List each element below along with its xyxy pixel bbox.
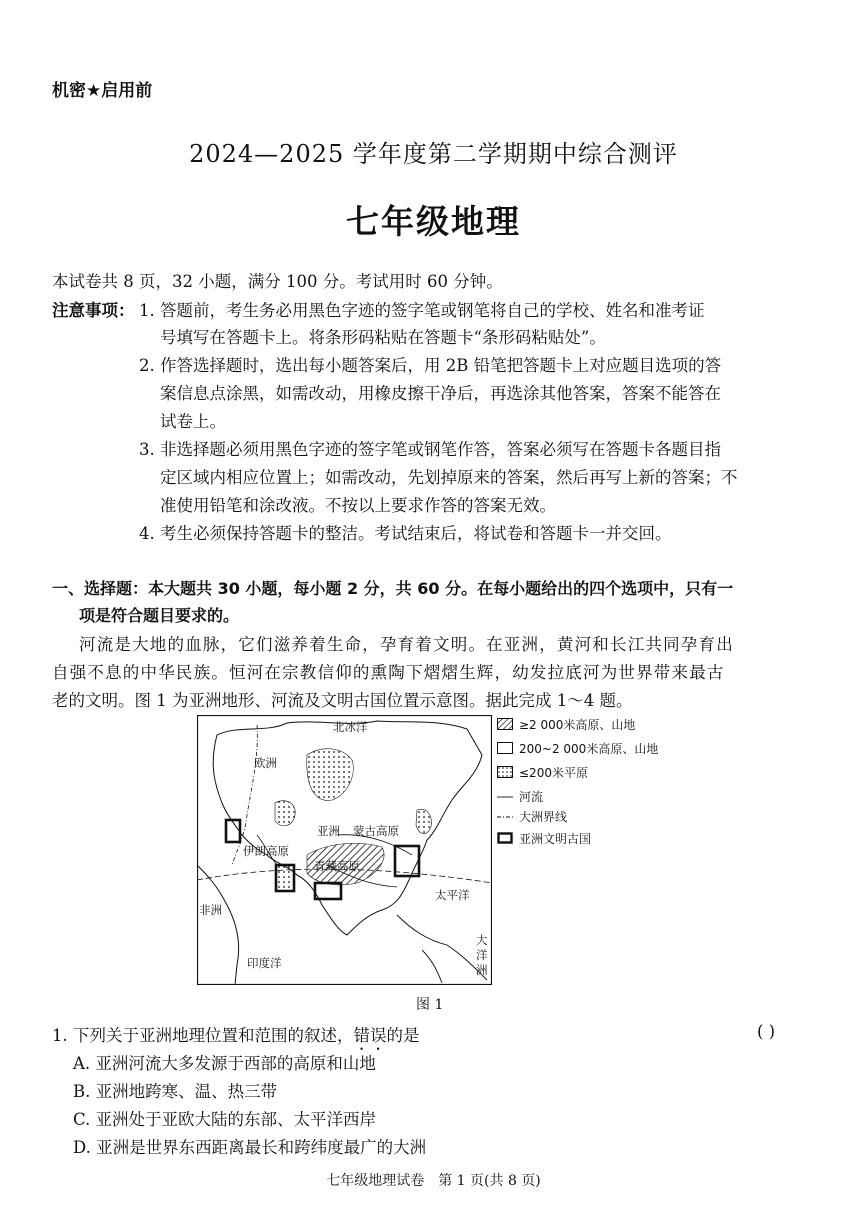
note-line: 案信息点涂黑，如需改动，用橡皮擦干净后，再选涂其他答案，答案不能答在: [160, 384, 721, 403]
notes-label: 注意事项：: [52, 301, 135, 320]
exam-info: 本试卷共 8 页，32 小题，满分 100 分。考试用时 60 分钟。: [52, 272, 503, 291]
map-label-oceania: 大洋洲: [476, 933, 488, 977]
section-heading-cont: 项是符合题目要求的。: [79, 606, 240, 625]
note-line: 定区域内相应位置上；如需改动，先划掉原来的答案，然后再写上新的答案；不: [160, 468, 738, 487]
subject-title: 七年级地理: [346, 202, 521, 241]
civilization-box-icon: [497, 832, 513, 844]
map-label-pacific: 太平洋: [435, 888, 470, 902]
note-line: 准使用铅笔和涂改液。不按以上要求作答的答案无效。: [160, 496, 556, 515]
question-stem: 1. 下列关于亚洲地理位置和范围的叙述，错误的是: [52, 1026, 420, 1045]
hatch-swatch-icon: [497, 718, 513, 730]
map-graphic: [197, 715, 492, 985]
option-a: A. 亚洲河流大多发源于西部的高原和山地: [73, 1054, 376, 1073]
river-line-icon: [497, 790, 513, 802]
blank-swatch-icon: [497, 742, 513, 754]
passage-line: 自强不息的中华民族。恒河在宗教信仰的熏陶下熠熠生辉，幼发拉底河为世界带来最古: [52, 663, 725, 682]
option-c: C. 亚洲处于亚欧大陆的东部、太平洋西岸: [73, 1110, 377, 1129]
map-label-arctic: 北冰洋: [333, 720, 368, 734]
figure-caption: 图 1: [416, 997, 444, 1013]
dot-swatch-icon: [497, 766, 513, 778]
emphasis-word: 错误: [353, 1026, 387, 1045]
note-line: 1. 答题前，考生务必用黑色字迹的签字笔或钢笔将自己的学校、姓名和准考证: [139, 301, 705, 320]
option-d: D. 亚洲是世界东西距离最长和跨纬度最广的大洲: [73, 1138, 427, 1157]
map-label-asia: 亚洲: [317, 824, 340, 838]
note-line: 试卷上。: [160, 412, 226, 431]
note-line: 4. 考生必须保持答题卡的整洁。考试结束后，将试卷和答题卡一并交回。: [139, 524, 672, 543]
boundary-line-icon: [497, 810, 513, 822]
map-label-mongolia: 蒙古高原: [353, 824, 399, 838]
section-heading: 一、选择题：本大题共 30 小题，每小题 2 分，共 60 分。在每小题给出的四个选项中，只有一: [52, 579, 734, 598]
asia-map: [197, 715, 492, 985]
exam-title: 2024—2025 学年度第二学期期中综合测评: [189, 140, 678, 168]
map-label-tibet: 青藏高原: [314, 859, 360, 873]
note-line: 2. 作答选择题时，选出每小题答案后，用 2B 铅笔把答题卡上对应题目选项的答: [139, 356, 722, 375]
page-footer: 七年级地理试卷 第 1 页(共 8 页): [326, 1173, 541, 1189]
map-label-iran: 伊朗高原: [243, 844, 289, 858]
note-line: 号填写在答题卡上。将条形码粘贴在答题卡“条形码粘贴处”。: [160, 328, 606, 347]
map-label-indian: 印度洋: [247, 956, 282, 970]
answer-bracket: ( ): [757, 1022, 776, 1041]
note-line: 3. 非选择题必须用黑色字迹的签字笔或钢笔作答，答案必须写在答题卡各题目指: [139, 440, 721, 459]
confidential-mark: 机密★启用前: [52, 81, 153, 101]
passage-line: 老的文明。图 1 为亚洲地形、河流及文明古国位置示意图。据此完成 1～4 题。: [52, 691, 633, 710]
map-label-europe: 欧洲: [254, 756, 277, 770]
map-label-africa: 非洲: [199, 903, 222, 917]
passage-line: 河流是大地的血脉，它们滋养着生命，孕育着文明。在亚洲，黄河和长江共同孕育出: [79, 635, 734, 654]
option-b: B. 亚洲地跨寒、温、热三带: [73, 1082, 278, 1101]
